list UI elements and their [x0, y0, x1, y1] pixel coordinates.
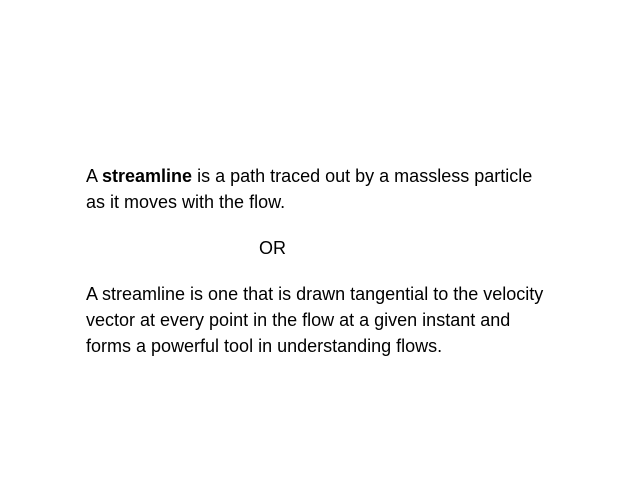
- definition-1: [86, 163, 556, 215]
- or-separator: OR: [259, 238, 286, 258]
- definition-2: A streamline is one that is drawn tangential to the velocity vector at every point in the flow at a given instant and forms a powerful tool in understanding flows.: [86, 284, 544, 356]
- definition-1-rest: is a path traced out by a massless particle as it moves with the flow.: [86, 166, 533, 212]
- streamline-term: streamline: [102, 166, 193, 186]
- slide-body: [86, 163, 556, 359]
- definition-1-prefix: A: [86, 166, 103, 186]
